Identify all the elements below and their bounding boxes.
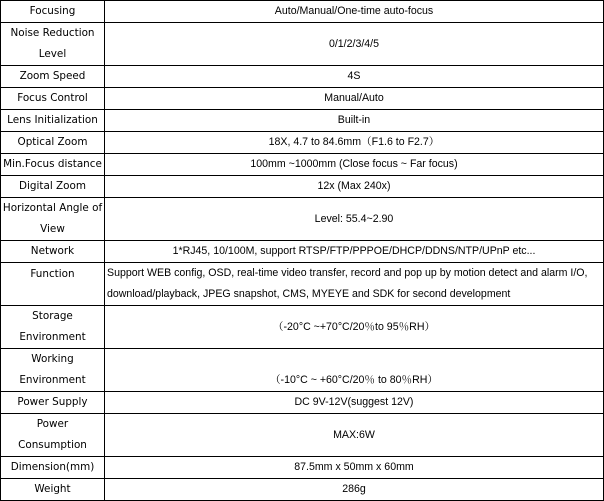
table-row: [1, 414, 604, 457]
table-row: [1, 176, 604, 198]
row-value: 4S: [105, 66, 604, 88]
table-row: [1, 132, 604, 154]
table-row: [1, 349, 604, 392]
row-value: 1*RJ45, 10/100M, support RTSP/FTP/PPPOE/DHCP/DDNS/NTP/UPnP etc...: [105, 241, 604, 263]
row-value: Support WEB config, OSD, real-time video transfer, record and pop up by motion detect and alarm I/O, download/playback, JPEG snapshot, CMS, MYEYE and SDK for second development: [105, 263, 604, 306]
row-value: 18X, 4.7 to 84.6mm（F1.6 to F2.7）: [105, 132, 604, 154]
row-value: 0/1/2/3/4/5: [105, 23, 604, 66]
table-row: [1, 241, 604, 263]
row-label: Weight: [1, 479, 105, 501]
table-row: [1, 1, 604, 23]
row-label: Focusing: [1, 1, 105, 23]
row-label: Optical Zoom: [1, 132, 105, 154]
row-label: Storage Environment: [1, 306, 105, 349]
row-label: Zoom Speed: [1, 66, 105, 88]
table-row: [1, 110, 604, 132]
table-row: [1, 306, 604, 349]
row-value: （-20°C ~+70°C/20％to 95％RH）: [105, 306, 604, 349]
table-row: [1, 263, 604, 306]
table-row: [1, 88, 604, 110]
row-label: Dimension(mm): [1, 457, 105, 479]
row-label: Working Environment: [1, 349, 105, 392]
row-value: Manual/Auto: [105, 88, 604, 110]
row-value: 286g: [105, 479, 604, 501]
row-label: Noise Reduction Level: [1, 23, 105, 66]
row-label: Focus Control: [1, 88, 105, 110]
row-value: （-10°C ~ +60°C/20％ to 80％RH）: [105, 349, 604, 392]
table-row: [1, 457, 604, 479]
row-label: Power Supply: [1, 392, 105, 414]
row-value: Auto/Manual/One-time auto-focus: [105, 1, 604, 23]
row-value: MAX:6W: [105, 414, 604, 457]
row-label: Digital Zoom: [1, 176, 105, 198]
table-row: [1, 66, 604, 88]
row-value: 12x (Max 240x): [105, 176, 604, 198]
row-value: Level: 55.4~2.90: [105, 198, 604, 241]
table-row: [1, 479, 604, 501]
row-label: Function: [1, 263, 105, 306]
table-row: [1, 23, 604, 66]
row-value: DC 9V-12V(suggest 12V): [105, 392, 604, 414]
row-label: Lens Initialization: [1, 110, 105, 132]
row-label: Horizontal Angle of View: [1, 198, 105, 241]
table-row: [1, 392, 604, 414]
table-row: [1, 198, 604, 241]
row-label: Network: [1, 241, 105, 263]
row-value: 100mm ~1000mm (Close focus ~ Far focus): [105, 154, 604, 176]
row-value: 87.5mm x 50mm x 60mm: [105, 457, 604, 479]
row-value: Built-in: [105, 110, 604, 132]
row-label: Min.Focus distance: [1, 154, 105, 176]
table-row: [1, 154, 604, 176]
row-label: Power Consumption: [1, 414, 105, 457]
